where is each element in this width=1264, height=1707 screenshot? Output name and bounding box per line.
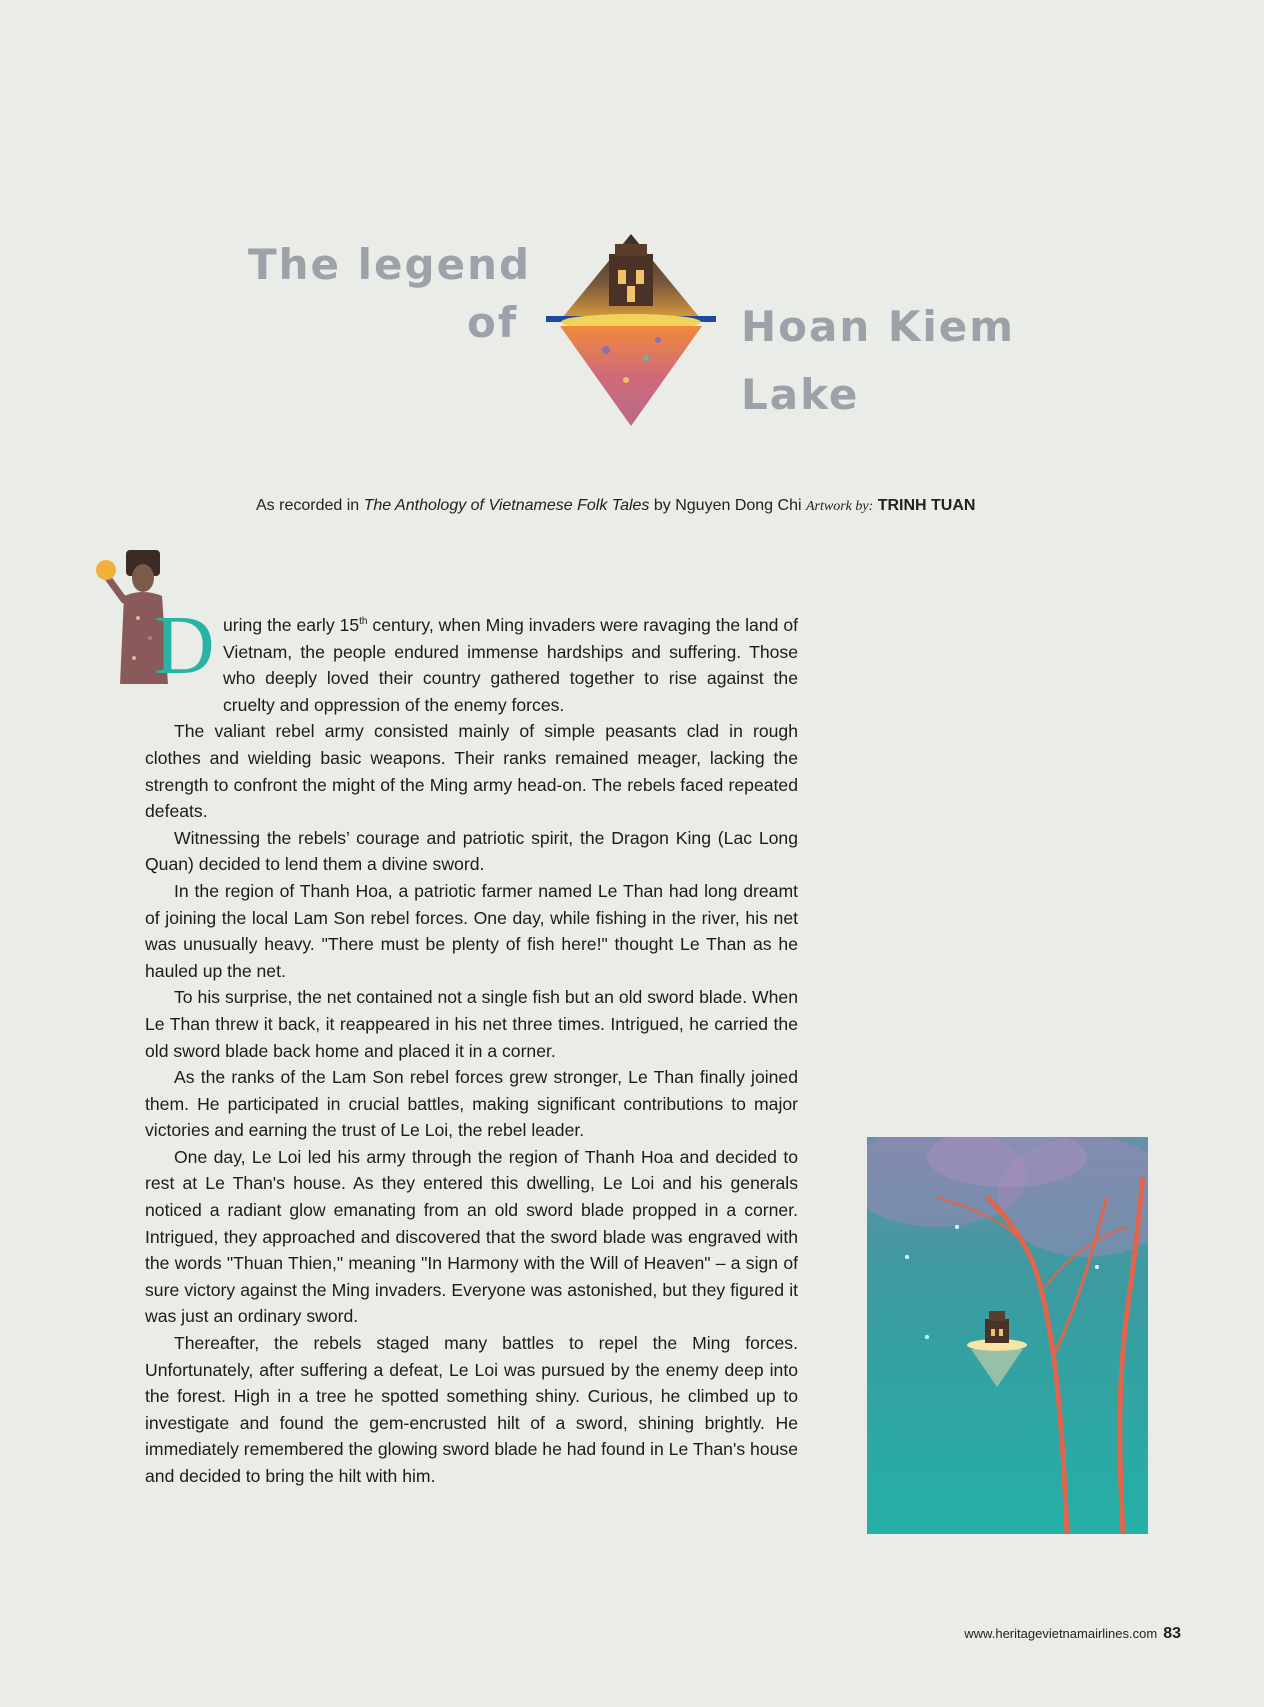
artist-name: TRINH TUAN (877, 497, 976, 514)
p1-superscript: th (359, 616, 368, 628)
paragraph: The valiant rebel army consisted mainly of simple peasants clad in rough clothes and wielding basic weapons. Their ranks remained meager, lacking the strength to confront the might of the Ming army head-on. The rebels faced repeated defeats. (145, 721, 798, 822)
article-body (145, 612, 798, 1490)
paragraph: Witnessing the rebels’ courage and patriotic spirit, the Dragon King (Lac Long Quan) decided to lend them a divine sword. (145, 827, 798, 875)
p1-lead: uring the early 15 (223, 615, 360, 635)
book-title: The Anthology of Vietnamese Folk Tales (363, 497, 650, 514)
title-line-2: of (467, 298, 519, 347)
lake-trees-artwork (867, 1137, 1148, 1534)
drop-cap-letter: D (154, 599, 215, 692)
title-line-1: The legend (248, 240, 532, 289)
p1-rest: century, when Ming invaders were ravaging the land of Vietnam, the people endured immense hardships and suffering. Those who deeply loved their country gathered together to rise against the cruelty and oppression of the enemy forces. (223, 615, 799, 715)
turtle-tower-emblem-illustration (546, 230, 716, 426)
title-line-3: Hoan Kiem (741, 302, 1016, 351)
paragraph: One day, Le Loi led his army through the region of Thanh Hoa and decided to rest at Le Than's house. As they entered this dwelling, Le Loi and his generals noticed a radiant glow emanating from an old sword blade propped in a corner. Intrigued, they approached and discovered that the sword blade was engraved with the words "Thuan Thien," meaning "In Harmony with the Will of Heaven" – a sign of sure victory against the Ming invaders. Everyone was astonished, but they figured it was just an ordinary sword. (145, 1146, 798, 1327)
title-line-4: Lake (741, 370, 860, 419)
paragraph-1 (145, 612, 798, 718)
page-number: 83 (1163, 1625, 1181, 1642)
credit-prefix: As recorded in (256, 497, 360, 514)
page-footer (964, 1625, 1181, 1643)
paragraph: Thereafter, the rebels staged many battles to repel the Ming forces. Unfortunately, after suffering a defeat, Le Loi was pursued by the enemy deep into the forest. High in a tree he spotted something shiny. Curious, he climbed up to investigate and found the gem-encrusted hilt of a sword, shining brightly. He immediately remembered the glowing sword blade he had found in Le Than's house and decided to bring the hilt with him. (145, 1333, 798, 1486)
artwork-label: Artwork by: (805, 499, 874, 514)
paragraph: To his surprise, the net contained not a single fish but an old sword blade. When Le Than threw it back, it reappeared in his net three times. Intrigued, he carried the old sword blade back home and placed it in a corner. (145, 987, 798, 1061)
footer-url: www.heritagevietnamairlines.com (964, 1626, 1158, 1641)
paragraph: As the ranks of the Lam Son rebel forces grew stronger, Le Than finally joined them. He participated in crucial battles, making significant contributions to major victories and earning the trust of Le Loi, the rebel leader. (145, 1067, 798, 1141)
paragraph: In the region of Thanh Hoa, a patriotic farmer named Le Than had long dreamt of joining the local Lam Son rebel forces. One day, while fishing in the river, his net was unusually heavy. "There must be plenty of fish here!" thought Le Than as he hauled up the net. (145, 880, 798, 981)
credit-line (256, 497, 975, 515)
author: by Nguyen Dong Chi (653, 497, 802, 514)
